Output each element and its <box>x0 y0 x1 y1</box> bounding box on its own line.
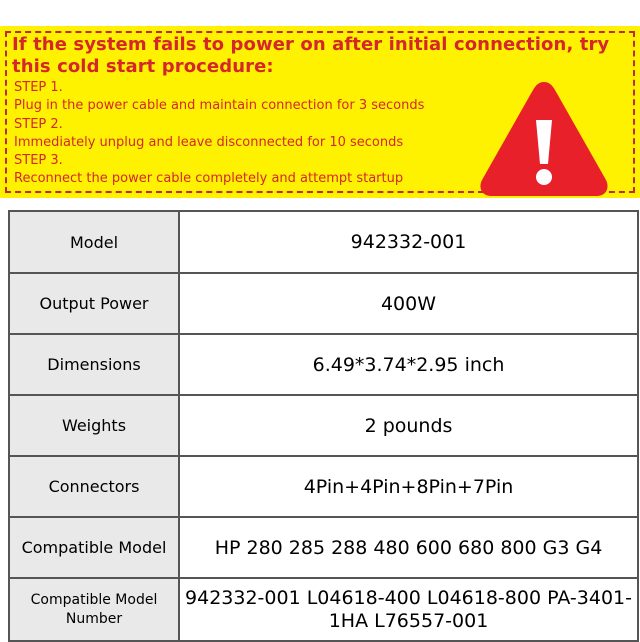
spec-value: 4Pin+4Pin+8Pin+7Pin <box>179 456 638 517</box>
steps-list <box>14 79 484 189</box>
step-1-text: Plug in the power cable and maintain connection for 3 seconds <box>14 98 425 114</box>
spec-key: Weights <box>9 395 179 456</box>
spec-value: HP 280 285 288 480 600 680 800 G3 G4 <box>179 517 638 578</box>
table-row <box>9 334 638 395</box>
spec-key: Output Power <box>9 273 179 334</box>
table-row <box>9 211 638 273</box>
spec-value: 6.49*3.74*2.95 inch <box>179 334 638 395</box>
spec-key: Compatible Model <box>9 517 179 578</box>
spec-key: Dimensions <box>9 334 179 395</box>
spec-value: 2 pounds <box>179 395 638 456</box>
spec-table <box>8 210 639 642</box>
warning-triangle-icon <box>476 76 612 202</box>
warning-title: If the system fails to power on after initial connection, try this cold start procedure: <box>12 34 610 77</box>
table-row <box>9 517 638 578</box>
table-row <box>9 578 638 641</box>
spec-value: 942332-001 L04618-400 L04618-800 PA-3401-1HA L76557-001 <box>179 578 638 641</box>
step-2-label: STEP 2. <box>14 116 63 132</box>
table-row <box>9 273 638 334</box>
spec-key: Compatible Model Number <box>9 578 179 641</box>
spec-value: 400W <box>179 273 638 334</box>
step-2-text: Immediately unplug and leave disconnected for 10 seconds <box>14 134 404 150</box>
step-3-text: Reconnect the power cable completely and attempt startup <box>14 171 404 187</box>
step-3-label: STEP 3. <box>14 153 63 169</box>
warning-banner <box>0 26 640 198</box>
table-row <box>9 456 638 517</box>
table-row <box>9 395 638 456</box>
spec-value: 942332-001 <box>179 211 638 273</box>
step-1-label: STEP 1. <box>14 80 63 95</box>
spec-key: Connectors <box>9 456 179 517</box>
spec-key: Model <box>9 211 179 273</box>
